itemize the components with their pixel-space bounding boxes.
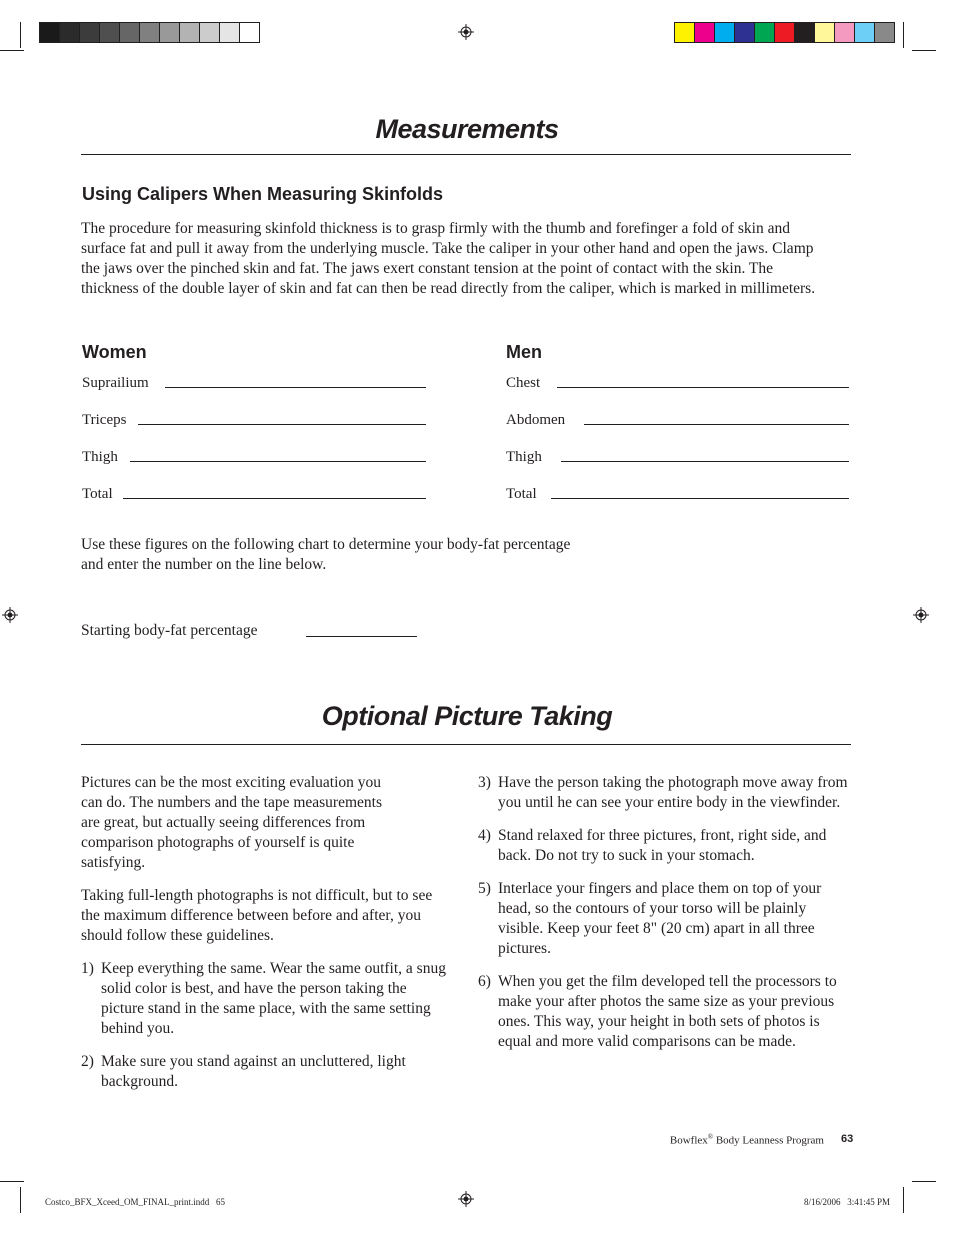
list-item: [478, 826, 850, 866]
footer-program: Body Leanness Program: [713, 1134, 824, 1147]
list-text: Interlace your fingers and place them on top of your head, so the contours of your torso will be plainly visible. Keep your feet 8" (20 cm) apart in all three pictures.: [498, 880, 822, 957]
color-swatch: [775, 23, 795, 42]
list-number: 4): [478, 827, 491, 844]
men-abdomen-input-line[interactable]: [584, 424, 849, 425]
color-swatch: [60, 23, 80, 42]
color-swatch: [100, 23, 120, 42]
crop-mark: [903, 22, 904, 48]
color-swatch: [675, 23, 695, 42]
color-swatch: [120, 23, 140, 42]
color-swatch: [795, 23, 815, 42]
men-heading: Men: [506, 342, 542, 362]
color-swatch: [835, 23, 855, 42]
list-number: 5): [478, 880, 491, 897]
women-heading: Women: [82, 342, 147, 362]
print-timestamp: 8/16/2006 3:41:45 PM: [803, 1197, 890, 1207]
color-swatch: [160, 23, 180, 42]
crop-mark: [912, 1181, 936, 1182]
list-item: [81, 959, 451, 1039]
men-field-label: Total: [506, 486, 537, 502]
color-swatch: [80, 23, 100, 42]
men-thigh-input-line[interactable]: [561, 461, 849, 462]
list-item: [478, 972, 850, 1052]
chart-instruction-line: and enter the number on the line below.: [81, 556, 327, 573]
men-field-label: Chest: [506, 375, 541, 391]
color-swatch: [140, 23, 160, 42]
men-chest-input-line[interactable]: [557, 387, 849, 388]
guideline-list: [81, 959, 451, 1092]
measurements-title: Measurements: [375, 114, 559, 144]
color-swatch: [855, 23, 875, 42]
color-swatch: [240, 23, 259, 42]
women-field-label: Thigh: [82, 449, 118, 465]
women-field-label: Total: [82, 486, 113, 502]
color-swatch: [735, 23, 755, 42]
chart-instruction-line: Use these figures on the following chart to determine your body-fat percentage: [81, 536, 571, 553]
men-field-label: Thigh: [506, 449, 542, 465]
color-swatch: [220, 23, 240, 42]
color-swatch: [40, 23, 60, 42]
starting-bodyfat-label: Starting body-fat percentage: [81, 622, 258, 639]
guideline-list: [478, 773, 850, 1052]
pictures-right-column: [478, 773, 850, 1052]
women-field-label: Triceps: [82, 412, 127, 428]
list-number: 1): [81, 960, 94, 977]
color-swatch: [875, 23, 894, 42]
color-swatch: [695, 23, 715, 42]
registration-mark-icon: [913, 607, 929, 623]
crop-mark: [20, 22, 21, 48]
women-thigh-input-line[interactable]: [130, 461, 426, 462]
registration-mark-icon: [458, 1191, 474, 1207]
footer-brand: Bowflex: [669, 1134, 708, 1147]
grayscale-swatch-bar: [39, 22, 260, 43]
registration-mark-icon: [2, 607, 18, 623]
pictures-left-column: [81, 773, 451, 1092]
list-text: When you get the film developed tell the processors to make your after photos the same size as your previous ones. This way, your height in both sets of photos is equal and more valid comparisons can be made.: [498, 973, 837, 1050]
pictures-intro-paragraph: Pictures can be the most exciting evaluation you can do. The numbers and the tape measurements are great, but actually seeing differences from comparison photographs of yourself is quite satisfying.: [81, 774, 383, 871]
color-swatch: [755, 23, 775, 42]
calipers-intro-paragraph: The procedure for measuring skinfold thickness is to grasp firmly with the thumb and forefinger a fold of skin and surface fat and pull it away from the underlying muscle. Take the caliper in your other hand and open the jaws. Clamp the jaws over the pinched skin and fat. The jaws exert constant tension at the point of contact with the skin. The thickness of the double layer of skin and fat can then be read directly from the caliper, which is marked in millimeters.: [81, 220, 816, 297]
pictures-guidelines-paragraph: Taking full-length photographs is not difficult, but to see the maximum difference between before and after, you should follow these guidelines.: [81, 887, 433, 944]
title-rule: [81, 154, 851, 155]
list-text: Make sure you stand against an uncluttered, light background.: [101, 1053, 406, 1090]
registered-mark: ®: [707, 1133, 714, 1141]
list-item: [478, 879, 850, 959]
men-total-input-line[interactable]: [551, 498, 849, 499]
color-swatch: [200, 23, 220, 42]
file-slug: Costco_BFX_Xceed_OM_FINAL_print.indd 65: [45, 1197, 225, 1207]
list-number: 6): [478, 973, 491, 990]
women-suprailium-input-line[interactable]: [165, 387, 426, 388]
list-item: [478, 773, 850, 813]
title-rule: [81, 744, 851, 745]
pictures-title: Optional Picture Taking: [321, 701, 613, 731]
running-footer: [560, 1133, 824, 1147]
color-swatch: [815, 23, 835, 42]
women-triceps-input-line[interactable]: [138, 424, 426, 425]
color-swatch: [715, 23, 735, 42]
crop-mark: [20, 1187, 21, 1213]
page-number: 63: [841, 1133, 854, 1145]
men-field-label: Abdomen: [506, 412, 566, 428]
women-field-label: Suprailium: [82, 375, 149, 391]
color-swatch-bar: [674, 22, 895, 43]
list-item: [81, 1052, 451, 1092]
crop-mark: [912, 50, 936, 51]
list-number: 2): [81, 1053, 94, 1070]
calipers-subheading: Using Calipers When Measuring Skinfolds: [82, 184, 444, 204]
list-text: Have the person taking the photograph move away from you until he can see your entire body in the viewfinder.: [498, 774, 848, 811]
women-total-input-line[interactable]: [123, 498, 426, 499]
list-number: 3): [478, 774, 491, 791]
registration-mark-icon: [458, 24, 474, 40]
starting-bodyfat-input-line[interactable]: [306, 636, 417, 637]
crop-mark: [0, 50, 24, 51]
list-text: Keep everything the same. Wear the same outfit, a snug solid color is best, and have the person taking the picture stand in the same place, with the same setting behind you.: [101, 960, 446, 1037]
crop-mark: [903, 1187, 904, 1213]
list-text: Stand relaxed for three pictures, front, right side, and back. Do not try to suck in your stomach.: [498, 827, 827, 864]
crop-mark: [0, 1181, 24, 1182]
color-swatch: [180, 23, 200, 42]
